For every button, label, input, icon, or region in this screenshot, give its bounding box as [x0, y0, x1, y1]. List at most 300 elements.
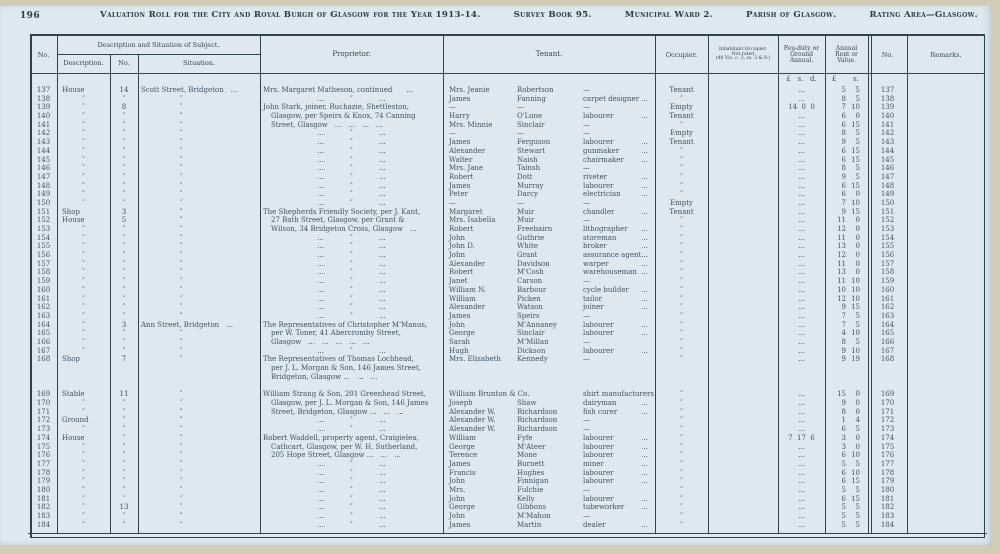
column-header-situation: Situation.: [182, 59, 216, 68]
cell-tenant-surname: —: [517, 198, 524, 207]
rent-pounds: 15: [837, 390, 846, 399]
rent-pounds: 10: [837, 285, 846, 294]
cell-inhabitant-occupier: [708, 355, 778, 364]
cell-annual-rent: [825, 86, 868, 95]
cell-proprietor: ... ″ ...: [317, 251, 386, 260]
rent-shillings: 10: [851, 451, 860, 460]
cell-tenant-occupation: [581, 503, 655, 512]
rent-shillings: 5: [855, 138, 860, 147]
occupation-leader-dots: ...: [641, 172, 648, 181]
cell-remarks: [907, 355, 985, 364]
cell-remarks: [907, 469, 985, 478]
cell-no: 141: [36, 120, 51, 129]
occupation-text: assurance agent: [583, 251, 642, 260]
cell-no-right: 142: [880, 129, 895, 138]
cell-remarks: [907, 321, 985, 330]
occupation-text: shirt manufacturers: [583, 390, 654, 399]
cell-street-no: 5: [121, 216, 127, 225]
rent-shillings: 0: [855, 251, 860, 260]
occupation-leader-dots: ...: [641, 155, 648, 164]
cell-description: ″: [82, 259, 85, 268]
cell-inhabitant-occupier: [708, 190, 778, 199]
cell-tenant-surname: Gibbons: [517, 503, 547, 512]
table-border-top: [30, 34, 985, 36]
cell-occupier: ″: [680, 329, 683, 338]
rent-pounds: 6: [841, 468, 846, 477]
cell-tenant-surname: Finnigan: [517, 477, 549, 486]
cell-feu-duty: ...: [798, 216, 805, 225]
rent-shillings: 0: [855, 268, 860, 277]
table-row: [30, 425, 985, 434]
cell-tenant-occupation: [581, 199, 655, 208]
occupation-leader-dots: ...: [641, 433, 648, 442]
cell-situation: ″: [180, 112, 183, 121]
cell-tenant-forename: Francis: [449, 468, 476, 477]
cell-description: ″: [82, 146, 85, 155]
cell-tenant-occupation: [581, 469, 655, 478]
cell-tenant-occupation: [581, 173, 655, 182]
cell-description: ″: [82, 94, 85, 103]
rent-shillings: 10: [851, 294, 860, 303]
occupation-leader-dots: ...: [641, 294, 648, 303]
cell-no: 151: [36, 207, 51, 216]
cell-no: 183: [36, 512, 51, 520]
cell-feu-duty: ...: [798, 416, 805, 425]
cell-remarks: [907, 295, 985, 304]
cell-no: [30, 364, 57, 373]
cell-tenant-forename: James: [449, 311, 471, 320]
rent-shillings: 5: [855, 459, 860, 468]
cell-annual-rent: [825, 173, 868, 182]
column-header-occupier: Occupier.: [665, 50, 698, 59]
occupation-text: labourer: [583, 442, 614, 451]
cell-situation: ″: [180, 285, 183, 294]
column-header-no: No.: [37, 50, 50, 59]
rent-pounds: 6: [841, 451, 846, 460]
header-group-divider: [57, 54, 260, 55]
occupation-leader-dots: ...: [641, 468, 648, 477]
cell-description: ″: [82, 303, 85, 312]
cell-annual-rent: [825, 268, 868, 277]
cell-inhabitant-occupier: [708, 199, 778, 208]
cell-description: ″: [82, 425, 85, 434]
cell-proprietor: ... ″ ...: [317, 503, 386, 512]
cell-street-no: ″: [122, 233, 126, 242]
cell-proprietor: Street, Bridgeton, Glasgow ... ... ...: [271, 407, 404, 416]
occupation-text: —: [583, 485, 590, 494]
cell-situation: ″: [180, 485, 183, 494]
cell-street-no: ″: [122, 494, 126, 503]
cell-no-right: 150: [880, 198, 895, 207]
rent-pounds: 5: [841, 86, 846, 94]
cell-situation: ″: [180, 268, 183, 277]
table-row: [30, 451, 985, 460]
cell-proprietor: ... ″ ...: [317, 468, 386, 477]
valuation-roll-table: [30, 34, 985, 540]
cell-description: Shop: [62, 355, 80, 364]
cell-annual-rent: [825, 451, 868, 460]
cell-tenant-forename: John: [449, 477, 466, 486]
cell-description: ″: [82, 346, 85, 355]
occupation-text: storeman: [583, 233, 617, 242]
cell-annual-rent: [825, 399, 868, 408]
table-row: [30, 321, 985, 330]
cell-annual-rent: [825, 286, 868, 295]
cell-situation: ″: [180, 120, 183, 129]
cell-annual-rent: [825, 355, 868, 364]
occupation-text: labourer: [583, 468, 614, 477]
cell-street-no: 7: [121, 355, 127, 364]
column-header-tenant: Tenant.: [535, 50, 563, 59]
cell-situation: ″: [180, 277, 183, 286]
cell-tenant-occupation: [581, 164, 655, 173]
rent-shillings: 0: [855, 225, 860, 233]
rent-shillings: 5: [855, 337, 860, 346]
cell-no: [30, 373, 57, 382]
cell-feu-duty: ...: [798, 259, 805, 268]
cell-no: 150: [36, 198, 51, 207]
cell-tenant-occupation: [581, 112, 655, 121]
table-body: [30, 86, 985, 529]
cell-situation: ″: [180, 311, 183, 320]
cell-tenant-occupation: [581, 408, 655, 417]
cell-feu-duty: ...: [798, 233, 805, 242]
cell-proprietor: ... ″ ...: [317, 346, 386, 355]
cell-no-right: 171: [880, 407, 895, 416]
rent-shillings: 0: [855, 242, 860, 251]
cell-tenant-forename: Harry: [449, 112, 470, 121]
cell-remarks: [907, 434, 985, 443]
cell-no-right: 177: [880, 459, 895, 468]
cell-occupier: ″: [680, 512, 683, 520]
rent-shillings: 0: [855, 190, 860, 199]
cell-street-no: ″: [122, 198, 126, 207]
rent-shillings: [846, 364, 860, 373]
cell-tenant-surname: Barbour: [517, 285, 547, 294]
rent-pounds: 8: [841, 164, 846, 173]
table-border-vertical: [871, 34, 872, 534]
cell-annual-rent: [825, 295, 868, 304]
cell-no: 168: [36, 355, 51, 364]
table-row: [30, 477, 985, 486]
rent-shillings: 0: [855, 233, 860, 242]
cell-inhabitant-occupier: [708, 329, 778, 338]
cell-tenant-occupation: [581, 477, 655, 486]
cell-occupier: ″: [680, 216, 683, 225]
cell-street-no: 8: [121, 103, 127, 112]
cell-street-no: ″: [122, 251, 126, 260]
rent-pounds: 6: [841, 146, 846, 155]
cell-tenant-surname: [515, 373, 581, 382]
column-header-remarks: Remarks.: [930, 50, 962, 59]
occupation-leader-dots: ...: [641, 503, 648, 512]
cell-no-right: 151: [880, 207, 895, 216]
cell-proprietor: The Shepherds Friendly Society, per J. Kant,: [263, 207, 421, 216]
annual-rent-units: [825, 75, 868, 86]
cell-occupier: Empty: [670, 129, 693, 138]
cell-occupier: ″: [680, 520, 683, 529]
cell-feu-duty: ...: [798, 337, 805, 346]
rent-pounds: 9: [841, 138, 846, 147]
cell-occupier: ″: [680, 494, 683, 503]
occupation-leader-dots: ...: [641, 138, 648, 147]
cell-description: ″: [82, 190, 85, 199]
cell-situation: ″: [180, 451, 183, 460]
cell-tenant-forename: —: [449, 103, 456, 112]
rent-pounds: 8: [841, 94, 846, 103]
cell-annual-rent: [825, 251, 868, 260]
cell-situation: ″: [180, 442, 183, 451]
cell-remarks: [907, 164, 985, 173]
cell-tenant-surname: [515, 390, 581, 399]
rent-pounds: 13: [837, 242, 846, 251]
cell-annual-rent: [825, 112, 868, 121]
cell-feu-duty: ...: [798, 494, 805, 503]
cell-no-right: 156: [880, 251, 895, 260]
cell-tenant-surname: Richardson: [517, 425, 558, 434]
table-row: [30, 86, 985, 95]
cell-description: House: [62, 433, 85, 442]
rent-shillings: 15: [851, 120, 860, 129]
occupation-text: —: [583, 512, 590, 520]
rent-pounds: 6: [841, 120, 846, 129]
cell-tenant-forename: Mrs. Jeanie: [449, 86, 490, 94]
rent-pounds: 8: [841, 129, 846, 138]
cell-proprietor: ... ″ ...: [317, 94, 386, 103]
rent-pounds: 9: [841, 303, 846, 312]
cell-tenant-forename: Hugh: [449, 346, 469, 355]
cell-inhabitant-occupier: [708, 521, 778, 530]
column-header-annual-rent: Annual Rent or Value.: [835, 44, 858, 65]
cell-proprietor: ... ″ ...: [317, 459, 386, 468]
occupation-leader-dots: ...: [641, 190, 648, 199]
cell-remarks: [907, 112, 985, 121]
cell-no: 167: [36, 346, 51, 355]
occupation-leader-dots: ...: [641, 459, 648, 468]
cell-inhabitant-occupier: [708, 321, 778, 330]
occupation-leader-dots: ...: [641, 477, 648, 486]
rent-shillings: 10: [851, 198, 860, 207]
cell-description: ″: [82, 329, 85, 338]
cell-description: ″: [82, 337, 85, 346]
cell-tenant-occupation: [581, 103, 655, 112]
cell-remarks: [907, 277, 985, 286]
cell-situation: ″: [180, 129, 183, 138]
cell-remarks: [907, 208, 985, 217]
cell-annual-rent: [825, 208, 868, 217]
cell-tenant-occupation: [581, 147, 655, 156]
rent-pounds: 6: [841, 190, 846, 199]
rent-pounds: 11: [837, 259, 846, 268]
cell-feu-duty: ...: [798, 242, 805, 251]
cell-no-right: 182: [880, 503, 895, 512]
cell-feu-duty: 14 0 0: [788, 103, 815, 112]
rent-pounds: 9: [841, 399, 846, 408]
cell-feu-duty: ...: [798, 442, 805, 451]
cell-street-no: ″: [122, 416, 126, 425]
cell-situation: ″: [180, 138, 183, 147]
cell-remarks: [907, 216, 985, 225]
occupation-leader-dots: ...: [641, 346, 648, 355]
cell-tenant-forename: John: [449, 320, 466, 329]
cell-feu-duty: ...: [798, 329, 805, 338]
cell-tenant-forename: John D.: [449, 242, 475, 251]
cell-remarks: [907, 338, 985, 347]
cell-feu-duty: ...: [798, 320, 805, 329]
cell-description: ″: [82, 512, 85, 520]
cell-tenant-surname: Picken: [517, 294, 541, 303]
cell-annual-rent: [825, 469, 868, 478]
table-border-bottom-inner: [30, 537, 985, 538]
cell-tenant-surname: Kelly: [517, 494, 535, 503]
cell-annual-rent: [825, 147, 868, 156]
cell-no: 142: [36, 129, 51, 138]
table-row: [30, 338, 985, 347]
cell-occupier: ″: [680, 225, 683, 233]
table-row: [30, 277, 985, 286]
cell-proprietor: ... ″ ...: [317, 146, 386, 155]
cell-description: ″: [82, 155, 85, 164]
cell-tenant-surname: Burnett: [517, 459, 545, 468]
cell-feu-duty: ...: [798, 129, 805, 138]
cell-no: 177: [36, 459, 51, 468]
table-border-vertical: [825, 34, 826, 534]
cell-inhabitant-occupier: [708, 182, 778, 191]
cell-description: ″: [82, 477, 85, 486]
cell-tenant-surname: Freebairn: [517, 225, 553, 233]
cell-situation: [138, 364, 260, 373]
cell-tenant-forename: Alexander: [449, 146, 486, 155]
cell-occupier: ″: [680, 311, 683, 320]
cell-no-right: 169: [880, 390, 895, 399]
cell-remarks: [907, 129, 985, 138]
table-row: [30, 503, 985, 512]
cell-proprietor: Wilson, 34 Bridgeton Cross, Glasgow ...: [271, 225, 417, 233]
cell-proprietor: ... ″ ...: [317, 285, 386, 294]
cell-tenant-surname: Naish: [517, 155, 538, 164]
cell-annual-rent: [825, 234, 868, 243]
occupation-text: tailor: [583, 294, 603, 303]
cell-feu-duty: ...: [798, 268, 805, 277]
cell-remarks: [907, 399, 985, 408]
cell-annual-rent: [825, 225, 868, 234]
cell-no: 147: [36, 172, 51, 181]
cell-tenant-occupation: [581, 416, 655, 425]
cell-tenant-surname: M'Mahon: [517, 512, 551, 520]
cell-street-no: 3: [121, 320, 127, 329]
cell-street-no: ″: [122, 485, 126, 494]
cell-tenant-surname: —: [517, 103, 524, 112]
occupation-text: —: [583, 277, 590, 286]
cell-tenant-occupation: [581, 286, 655, 295]
cell-no-right: 170: [880, 399, 895, 408]
cell-tenant-forename: Robert: [449, 225, 474, 233]
cell-remarks: [907, 303, 985, 312]
table-border-vertical: [868, 34, 869, 534]
cell-inhabitant-occupier: [708, 295, 778, 304]
table-row: [30, 138, 985, 147]
cell-tenant-occupation: [581, 512, 655, 521]
cell-proprietor: 27 Bath Street, Glasgow, per Grant &: [271, 216, 405, 225]
occupation-text: lithographer: [583, 225, 628, 233]
cell-annual-rent: [825, 182, 868, 191]
cell-situation: ″: [180, 190, 183, 199]
cell-tenant-occupation: [581, 268, 655, 277]
cell-occupier: ″: [680, 477, 683, 486]
cell-proprietor: William Strang & Son, 201 Greenhead Street,: [263, 390, 426, 399]
cell-proprietor: ... ″ ...: [317, 277, 386, 286]
cell-remarks: [907, 495, 985, 504]
cell-street-no: 14: [119, 86, 129, 94]
cell-annual-rent: [825, 373, 868, 382]
cell-occupier: ″: [680, 337, 683, 346]
cell-no-right: 175: [880, 442, 895, 451]
cell-tenant-forename: Walter: [449, 155, 473, 164]
cell-situation: ″: [180, 416, 183, 425]
cell-occupier: ″: [680, 233, 683, 242]
cell-proprietor: ... ″ ...: [317, 164, 386, 173]
cell-occupier: ″: [680, 503, 683, 512]
cell-no-right: 144: [880, 146, 895, 155]
cell-annual-rent: [825, 495, 868, 504]
cell-annual-rent: [825, 486, 868, 495]
cell-occupier: ″: [680, 251, 683, 260]
table-border-vertical: [30, 34, 32, 537]
cell-tenant-forename: Alexander W.: [449, 416, 496, 425]
rent-shillings: 5: [855, 164, 860, 173]
cell-street-no: ″: [122, 468, 126, 477]
cell-situation: ″: [180, 494, 183, 503]
occupation-leader-dots: ...: [641, 233, 648, 242]
cell-annual-rent: [825, 199, 868, 208]
cell-inhabitant-occupier: [708, 477, 778, 486]
cell-tenant-occupation: [581, 486, 655, 495]
cell-feu-duty: ...: [798, 303, 805, 312]
column-header-no-right: No.: [881, 50, 894, 59]
cell-no-right: 161: [880, 294, 895, 303]
rent-pounds: 5: [841, 512, 846, 520]
table-border-vertical: [778, 34, 779, 534]
cell-tenant-occupation: [581, 443, 655, 452]
cell-feu-duty: ...: [798, 512, 805, 520]
cell-inhabitant-occupier: [708, 129, 778, 138]
cell-remarks: [907, 521, 985, 530]
cell-feu-duty: [778, 364, 825, 373]
rent-shillings: 4: [855, 416, 860, 425]
cell-remarks: [907, 416, 985, 425]
table-row: [30, 225, 985, 234]
rent-pounds: 9: [841, 207, 846, 216]
cell-tenant-forename: Robert: [449, 172, 474, 181]
cell-tenant-occupation: [581, 242, 655, 251]
cell-no: 163: [36, 311, 51, 320]
cell-no-right: 181: [880, 494, 895, 503]
cell-situation: ″: [180, 155, 183, 164]
rent-shillings: 5: [855, 311, 860, 320]
cell-occupier: ″: [680, 285, 683, 294]
table-row: [30, 112, 985, 121]
table-border-vertical: [984, 34, 986, 537]
cell-description: House: [62, 216, 85, 225]
table-row: [30, 208, 985, 217]
occupation-text: —: [583, 86, 590, 94]
occupation-leader-dots: ...: [641, 259, 648, 268]
cell-tenant-surname: Fyfe: [517, 433, 533, 442]
cell-no-right: 139: [880, 103, 895, 112]
occupation-text: warehouseman: [583, 268, 637, 277]
municipal-ward-label: Municipal Ward 2.: [624, 10, 713, 20]
cell-occupier: ″: [680, 390, 683, 399]
